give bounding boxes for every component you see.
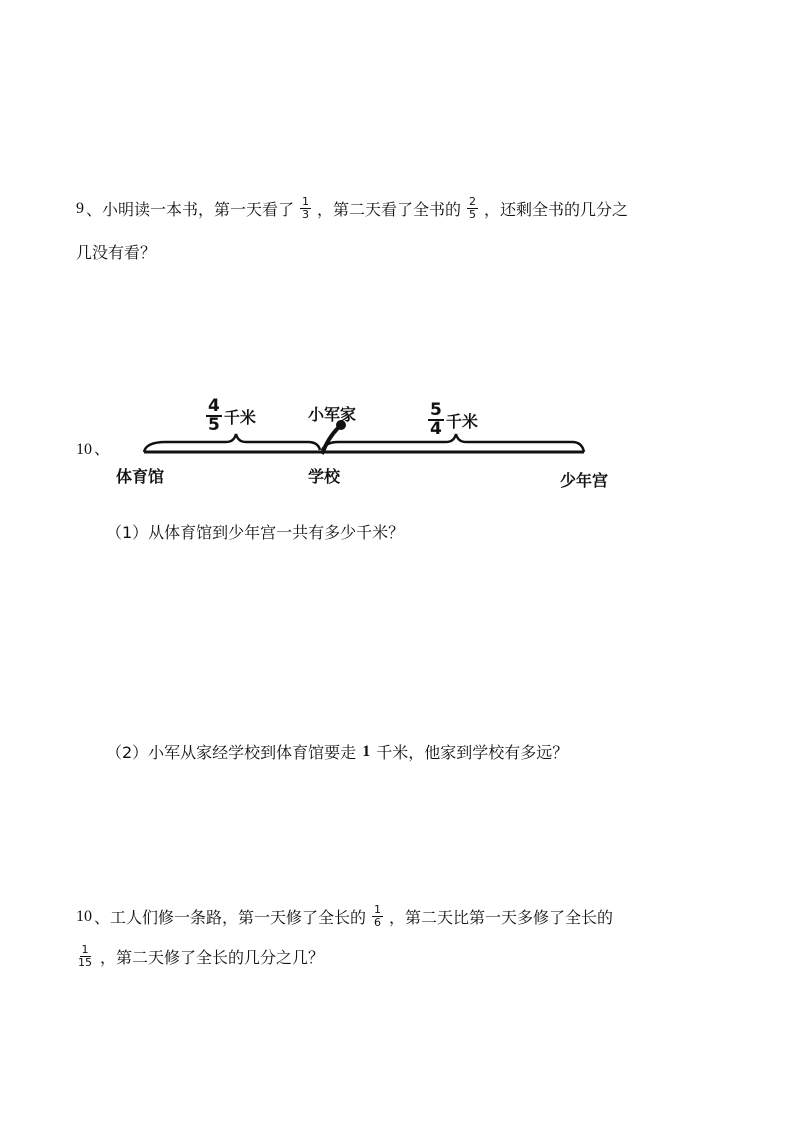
q9-text-a: 小明读一本书，第一天看了 [102,200,295,219]
q10b-fraction-1 [372,904,383,929]
q10a-number: 10 [76,441,92,458]
q10a-sub1: （1）从体育馆到少年宫一共有多少千米？ [106,523,405,542]
q10b-text-a: 工人们修一条路，第一天修了全长的 [110,908,367,927]
q10a-sub2-text-a: （2）小军从家经学校到体育馆要走 [106,743,357,762]
q9-text-b: ，第二天看了全书的 [317,200,462,219]
left-distance-unit: 千米 [223,407,256,427]
q9-fraction-1-denominator: 3 [302,208,310,221]
right-distance-fraction [428,402,444,438]
gym-label: 体育馆 [116,467,165,486]
q10b-separator: 、 [94,908,111,927]
right-distance [428,402,478,438]
q10b-line1 [76,904,613,929]
q10b-line2 [76,944,324,969]
left-brace [144,434,320,452]
school-label: 学校 [308,467,341,486]
right-distance-numerator: 5 [430,400,442,420]
q9-fraction-2-denominator: 5 [469,208,477,221]
q9-text-c: ，还剩全书的几分之 [484,200,629,219]
left-distance [206,398,256,434]
q9-number: 9 [76,199,84,217]
q10b-fraction-2-denominator: 15 [78,956,92,969]
route-diagram [76,392,636,492]
q10b-fraction-2 [76,944,94,969]
q9-fraction-1 [300,196,311,221]
q9-fraction-2 [467,196,478,221]
q10a-sub2-text-b: 千米，他家到学校有多远？ [376,743,569,762]
q10b-text-c: ，第二天修了全长的几分之几？ [100,948,325,967]
q10b-fraction-2-numerator: 1 [81,943,89,956]
q10b-fraction-1-numerator: 1 [374,903,382,916]
q9-fraction-2-numerator: 2 [469,195,477,208]
youth-palace-label: 少年宫 [560,471,609,490]
right-distance-unit: 千米 [445,411,478,431]
left-distance-fraction [206,398,222,434]
q9-fraction-1-numerator: 1 [302,195,310,208]
q9-line1 [76,196,628,221]
q10a-sub2 [106,740,568,763]
q10a-sub2-number: 1 [362,742,371,760]
q10b-number: 10 [76,907,92,925]
q10b-text-b: ，第二天比第一天多修了全长的 [389,908,614,927]
q10a-separator: 、 [94,439,111,458]
q9-line2: 几没有看？ [76,243,157,262]
q9-separator: 、 [86,200,103,219]
left-distance-numerator: 4 [208,396,220,416]
q10b-fraction-1-denominator: 6 [374,916,382,929]
left-distance-denominator: 5 [208,415,220,435]
home-label: 小军家 [308,405,357,424]
right-distance-denominator: 4 [430,419,442,439]
